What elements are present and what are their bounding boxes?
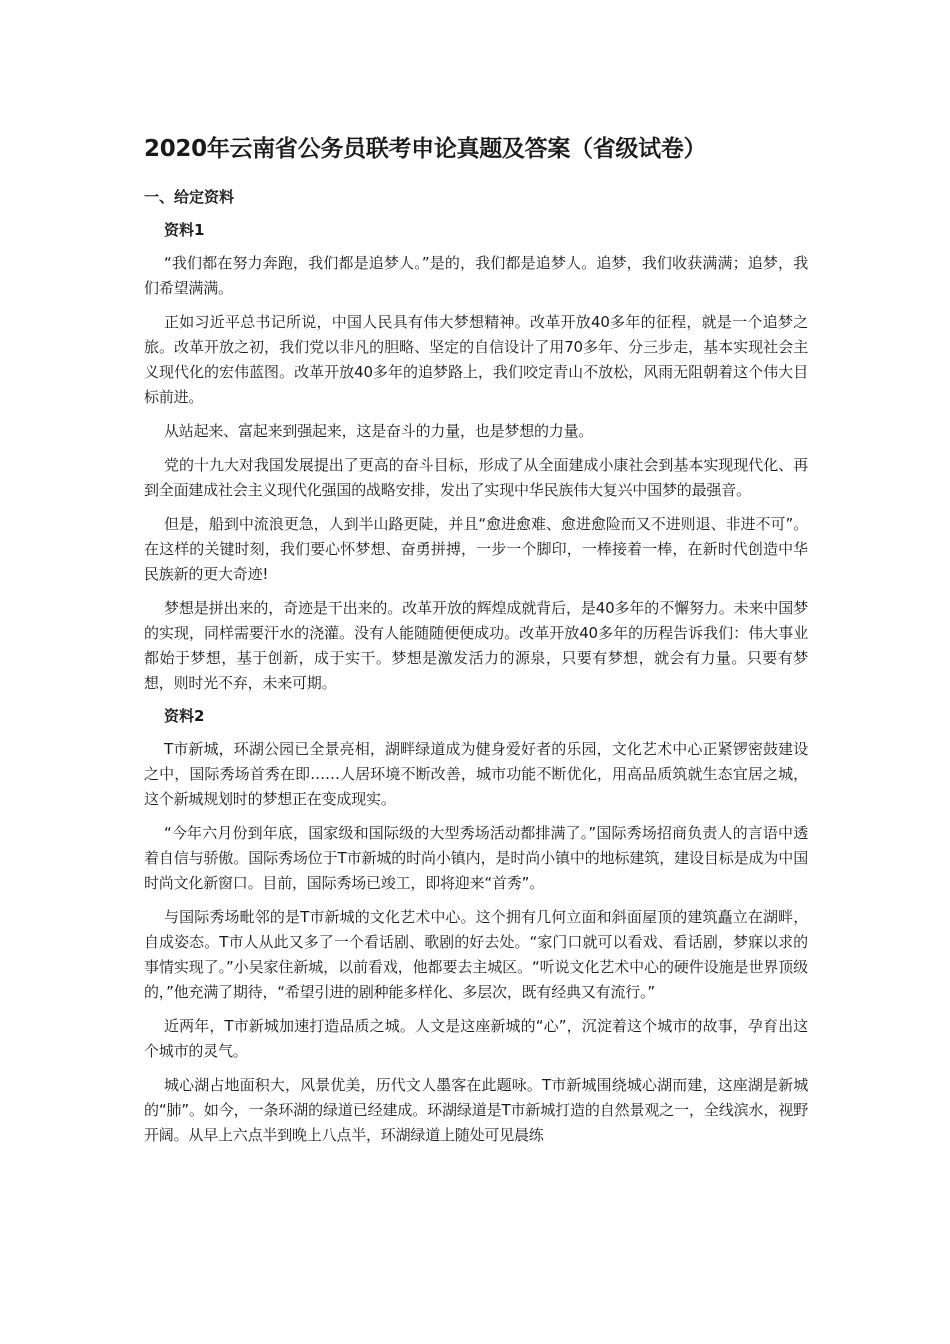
paragraph: 从站起来、富起来到强起来，这是奋斗的力量，也是梦想的力量。 [164,422,594,440]
document-page [144,132,808,1157]
paragraph: 与国际秀场毗邻的是T市新城的文化艺术中心。这个拥有几何立面和斜面屋顶的建筑矗立在湖畔，自成姿态。T市人从此又多了一个看话剧、歌剧的好去处。“家门口就可以看戏、看话剧，梦寐以求的事情实现了。”小吴家住新城，以前看戏，他都要去主城区。“听说文化艺术中心的硬件设施是世界顶级的，”他充满了期待，“希望引进的剧种能多样化、多层次，既有经典又有流行。” [144,908,808,1001]
paragraph: 党的十九大对我国发展提出了更高的奋斗目标，形成了从全面建成小康社会到基本实现现代化、再到全面建成社会主义现代化强国的战略安排，发出了实现中华民族伟大复兴中国梦的最强音。 [144,456,808,499]
paragraph: 正如习近平总书记所说，中国人民具有伟大梦想精神。改革开放40多年的征程，就是一个追梦之旅。改革开放之初，我们党以非凡的胆略、坚定的自信设计了用70多年、分三步走，基本实现社会主义现代化的宏伟蓝图。改革开放40多年的追梦路上，我们咬定青山不放松，风雨无阻朝着这个伟大目标前进。 [144,313,808,406]
material-2 [144,705,808,1148]
paragraph: 城心湖占地面积大，风景优美，历代文人墨客在此题咏。T市新城围绕城心湖而建，这座湖是新城的“肺”。如今，一条环湖的绿道已经建成。环湖绿道是T市新城打造的自然景观之一，全线滨水，视野开阔。从早上六点半到晚上八点半，环湖绿道上随处可见晨练 [144,1076,808,1144]
material-1 [144,219,808,696]
paragraph: “我们都在努力奔跑，我们都是追梦人。”是的，我们都是追梦人。追梦，我们收获满满；追梦，我们希望满满。 [144,254,808,297]
paragraph: 近两年，T市新城加速打造品质之城。人文是这座新城的“心”，沉淀着这个城市的故事，孕育出这个城市的灵气。 [144,1017,808,1060]
paragraph: T市新城，环湖公园已全景亮相，湖畔绿道成为健身爱好者的乐园，文化艺术中心正紧锣密鼓建设之中，国际秀场首秀在即……人居环境不断改善，城市功能不断优化，用高品质筑就生态宜居之城，这个新城规划时的梦想正在变成现实。 [144,740,808,808]
paragraph: “今年六月份到年底，国家级和国际级的大型秀场活动都排满了。”国际秀场招商负责人的言语中透着自信与骄傲。国际秀场位于T市新城的时尚小镇内，是时尚小镇中的地标建筑，建设目标是成为中国时尚文化新窗口。目前，国际秀场已竣工，即将迎来“首秀”。 [144,824,808,892]
paragraph: 梦想是拼出来的，奇迹是干出来的。改革开放的辉煌成就背后，是40多年的不懈努力。未来中国梦的实现，同样需要汗水的浇灌。没有人能随随便便成功。改革开放40多年的历程告诉我们：伟大事业都始于梦想，基于创新，成于实干。梦想是激发活力的源泉，只要有梦想，就会有力量。只要有梦想，则时光不弃，未来可期。 [144,599,808,692]
paragraph: 但是，船到中流浪更急，人到半山路更陡，并且“愈进愈难、愈进愈险而又不进则退、非进不可”。在这样的关键时刻，我们要心怀梦想、奋勇拼搏，一步一个脚印，一棒接着一棒，在新时代创造中华民族新的更大奇迹! [144,515,808,583]
material-heading: 资料2 [164,707,205,725]
section-heading: 一、给定资料 [144,188,235,206]
document-title: 2020年云南省公务员联考申论真题及答案（省级试卷） [144,136,707,162]
material-heading: 资料1 [164,221,205,239]
